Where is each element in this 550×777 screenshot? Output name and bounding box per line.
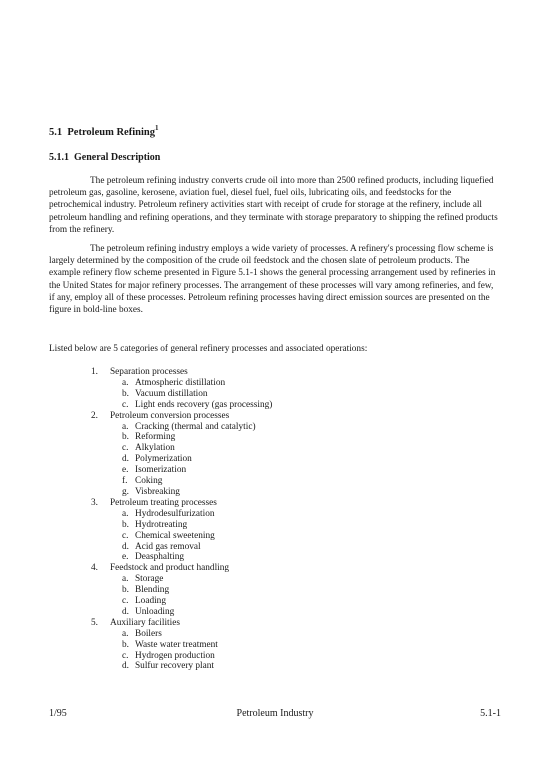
category-number: 3.	[91, 497, 98, 508]
subprocess-text: Deasphalting	[135, 552, 185, 563]
subprocess-text: Reforming	[135, 432, 176, 443]
subprocess-letter: c.	[122, 596, 129, 607]
footer-page-number: 5.1-1	[480, 708, 501, 719]
subprocess-text: Atmospheric distillation	[135, 377, 226, 388]
subprocess-item	[122, 432, 272, 443]
subprocess-item	[122, 443, 272, 454]
subprocess-letter: a.	[122, 628, 129, 639]
category-item	[91, 411, 272, 498]
subprocess-item	[122, 596, 272, 607]
subprocess-text: Sulfur recovery plant	[135, 661, 214, 672]
subprocess-list	[110, 378, 272, 411]
subprocess-text: Loading	[135, 596, 166, 607]
footnote-marker: 1	[154, 124, 159, 132]
category-number: 2.	[91, 410, 98, 421]
section-heading	[49, 124, 158, 138]
page-footer	[49, 708, 501, 720]
subprocess-item	[122, 509, 272, 520]
paragraph-intro: The petroleum refining industry converts crude oil into more than 2500 refined products, including liquefied petroleum gas, gasoline, kerosene, aviation fuel, diesel fuel, fuel oils, lubricating oils, and feedstocks for the petrochemical industry. Petroleum refinery activities start with receipt of crude for storage at the refinery, include all petroleum handling and refining operations, and they terminate with storage preparatory to shipping the refined products from the refinery.	[49, 176, 498, 235]
subprocess-item	[122, 640, 272, 651]
subsection-number: 5.1.1	[49, 152, 69, 163]
category-number: 4.	[91, 563, 98, 574]
subprocess-text: Unloading	[135, 606, 175, 617]
subprocess-text: Acid gas removal	[135, 541, 201, 552]
subprocess-letter: c.	[122, 530, 129, 541]
subprocess-text: Coking	[135, 476, 163, 487]
subprocess-item	[122, 465, 272, 476]
subprocess-item	[122, 389, 272, 400]
subprocess-letter: f.	[122, 476, 128, 487]
subprocess-item	[122, 378, 272, 389]
subprocess-text: Isomerization	[135, 465, 187, 476]
footer-title: Petroleum Industry	[236, 708, 314, 719]
category-number: 5.	[91, 617, 98, 628]
subprocess-item	[122, 585, 272, 596]
subprocess-letter: g.	[122, 486, 129, 497]
subprocess-text: Hydrodesulfurization	[135, 508, 215, 519]
category-label: Feedstock and product handling	[110, 563, 230, 574]
section-title: Petroleum Refining	[67, 127, 155, 138]
subprocess-item	[122, 542, 272, 553]
subprocess-letter: c.	[122, 443, 129, 454]
subprocess-letter: a.	[122, 508, 129, 519]
subprocess-item	[122, 400, 272, 411]
subprocess-list	[110, 574, 272, 618]
category-item	[91, 367, 272, 411]
subprocess-letter: b.	[122, 639, 129, 650]
category-label: Auxiliary facilities	[110, 617, 180, 628]
subprocess-text: Storage	[135, 574, 164, 585]
subprocess-letter: c.	[122, 650, 129, 661]
subprocess-letter: e.	[122, 552, 129, 563]
subprocess-letter: c.	[122, 399, 129, 410]
subprocess-letter: a.	[122, 421, 129, 432]
subsection-title: General Description	[74, 152, 161, 163]
subprocess-letter: e.	[122, 465, 129, 476]
subprocess-letter: b.	[122, 388, 129, 399]
category-item	[91, 563, 272, 618]
category-label: Petroleum treating processes	[110, 497, 217, 508]
subprocess-item	[122, 531, 272, 542]
subprocess-text: Waste water treatment	[135, 639, 218, 650]
subprocess-letter: a.	[122, 574, 129, 585]
subprocess-letter: a.	[122, 377, 129, 388]
subprocess-letter: d.	[122, 454, 129, 465]
subprocess-letter: b.	[122, 432, 129, 443]
subprocess-list	[110, 629, 272, 673]
category-item	[91, 498, 272, 563]
subprocess-text: Hydrotreating	[135, 519, 188, 530]
subprocess-text: Blending	[135, 585, 170, 596]
subprocess-item	[122, 520, 272, 531]
category-number: 1.	[91, 367, 98, 377]
subprocess-text: Visbreaking	[135, 486, 180, 497]
subprocess-text: Vacuum distillation	[135, 388, 208, 399]
subprocess-item	[122, 487, 272, 498]
footer-date: 1/95	[49, 708, 67, 719]
subprocess-letter: d.	[122, 606, 129, 617]
subprocess-letter: d.	[122, 541, 129, 552]
subprocess-text: Alkylation	[135, 443, 175, 454]
subprocess-text: Cracking (thermal and catalytic)	[135, 421, 256, 432]
subsection-heading	[49, 152, 160, 163]
category-label: Separation processes	[110, 367, 188, 377]
subprocess-item	[122, 574, 272, 585]
subprocess-letter: d.	[122, 661, 129, 672]
subprocess-text: Boilers	[135, 628, 162, 639]
subprocess-list	[110, 422, 272, 498]
paragraph-list-intro: Listed below are 5 categories of general refinery processes and associated operations:	[49, 344, 368, 354]
subprocess-item	[122, 661, 272, 672]
category-item	[91, 618, 272, 673]
subprocess-letter: b.	[122, 585, 129, 596]
subprocess-text: Light ends recovery (gas processing)	[135, 399, 273, 410]
subprocess-item	[122, 454, 272, 465]
subprocess-list	[110, 509, 272, 564]
subprocess-text: Polymerization	[135, 454, 192, 465]
subprocess-text: Hydrogen production	[135, 650, 215, 661]
subprocess-letter: b.	[122, 519, 129, 530]
subprocess-item	[122, 607, 272, 618]
section-number: 5.1	[49, 127, 63, 138]
subprocess-text: Chemical sweetening	[135, 530, 215, 541]
subprocess-item	[122, 651, 272, 662]
subprocess-item	[122, 629, 272, 640]
subprocess-item	[122, 422, 272, 433]
process-category-list	[91, 367, 272, 672]
subprocess-item	[122, 552, 272, 563]
paragraph-processes: The petroleum refining industry employs a wide variety of processes. A refinery's processing flow scheme is largely determined by the composition of the crude oil feedstock and the chosen slate of petroleum products. The example refinery flow scheme presented in Figure 5.1-1 shows the general processing arrangement used by refineries in the United States for major refinery processes. The arrangement of these processes will vary among refineries, and few, if any, employ all of these processes. Petroleum refining processes having direct emission sources are presented on the figure in bold-line boxes.	[49, 244, 496, 316]
subprocess-item	[122, 476, 272, 487]
category-label: Petroleum conversion processes	[110, 410, 230, 421]
